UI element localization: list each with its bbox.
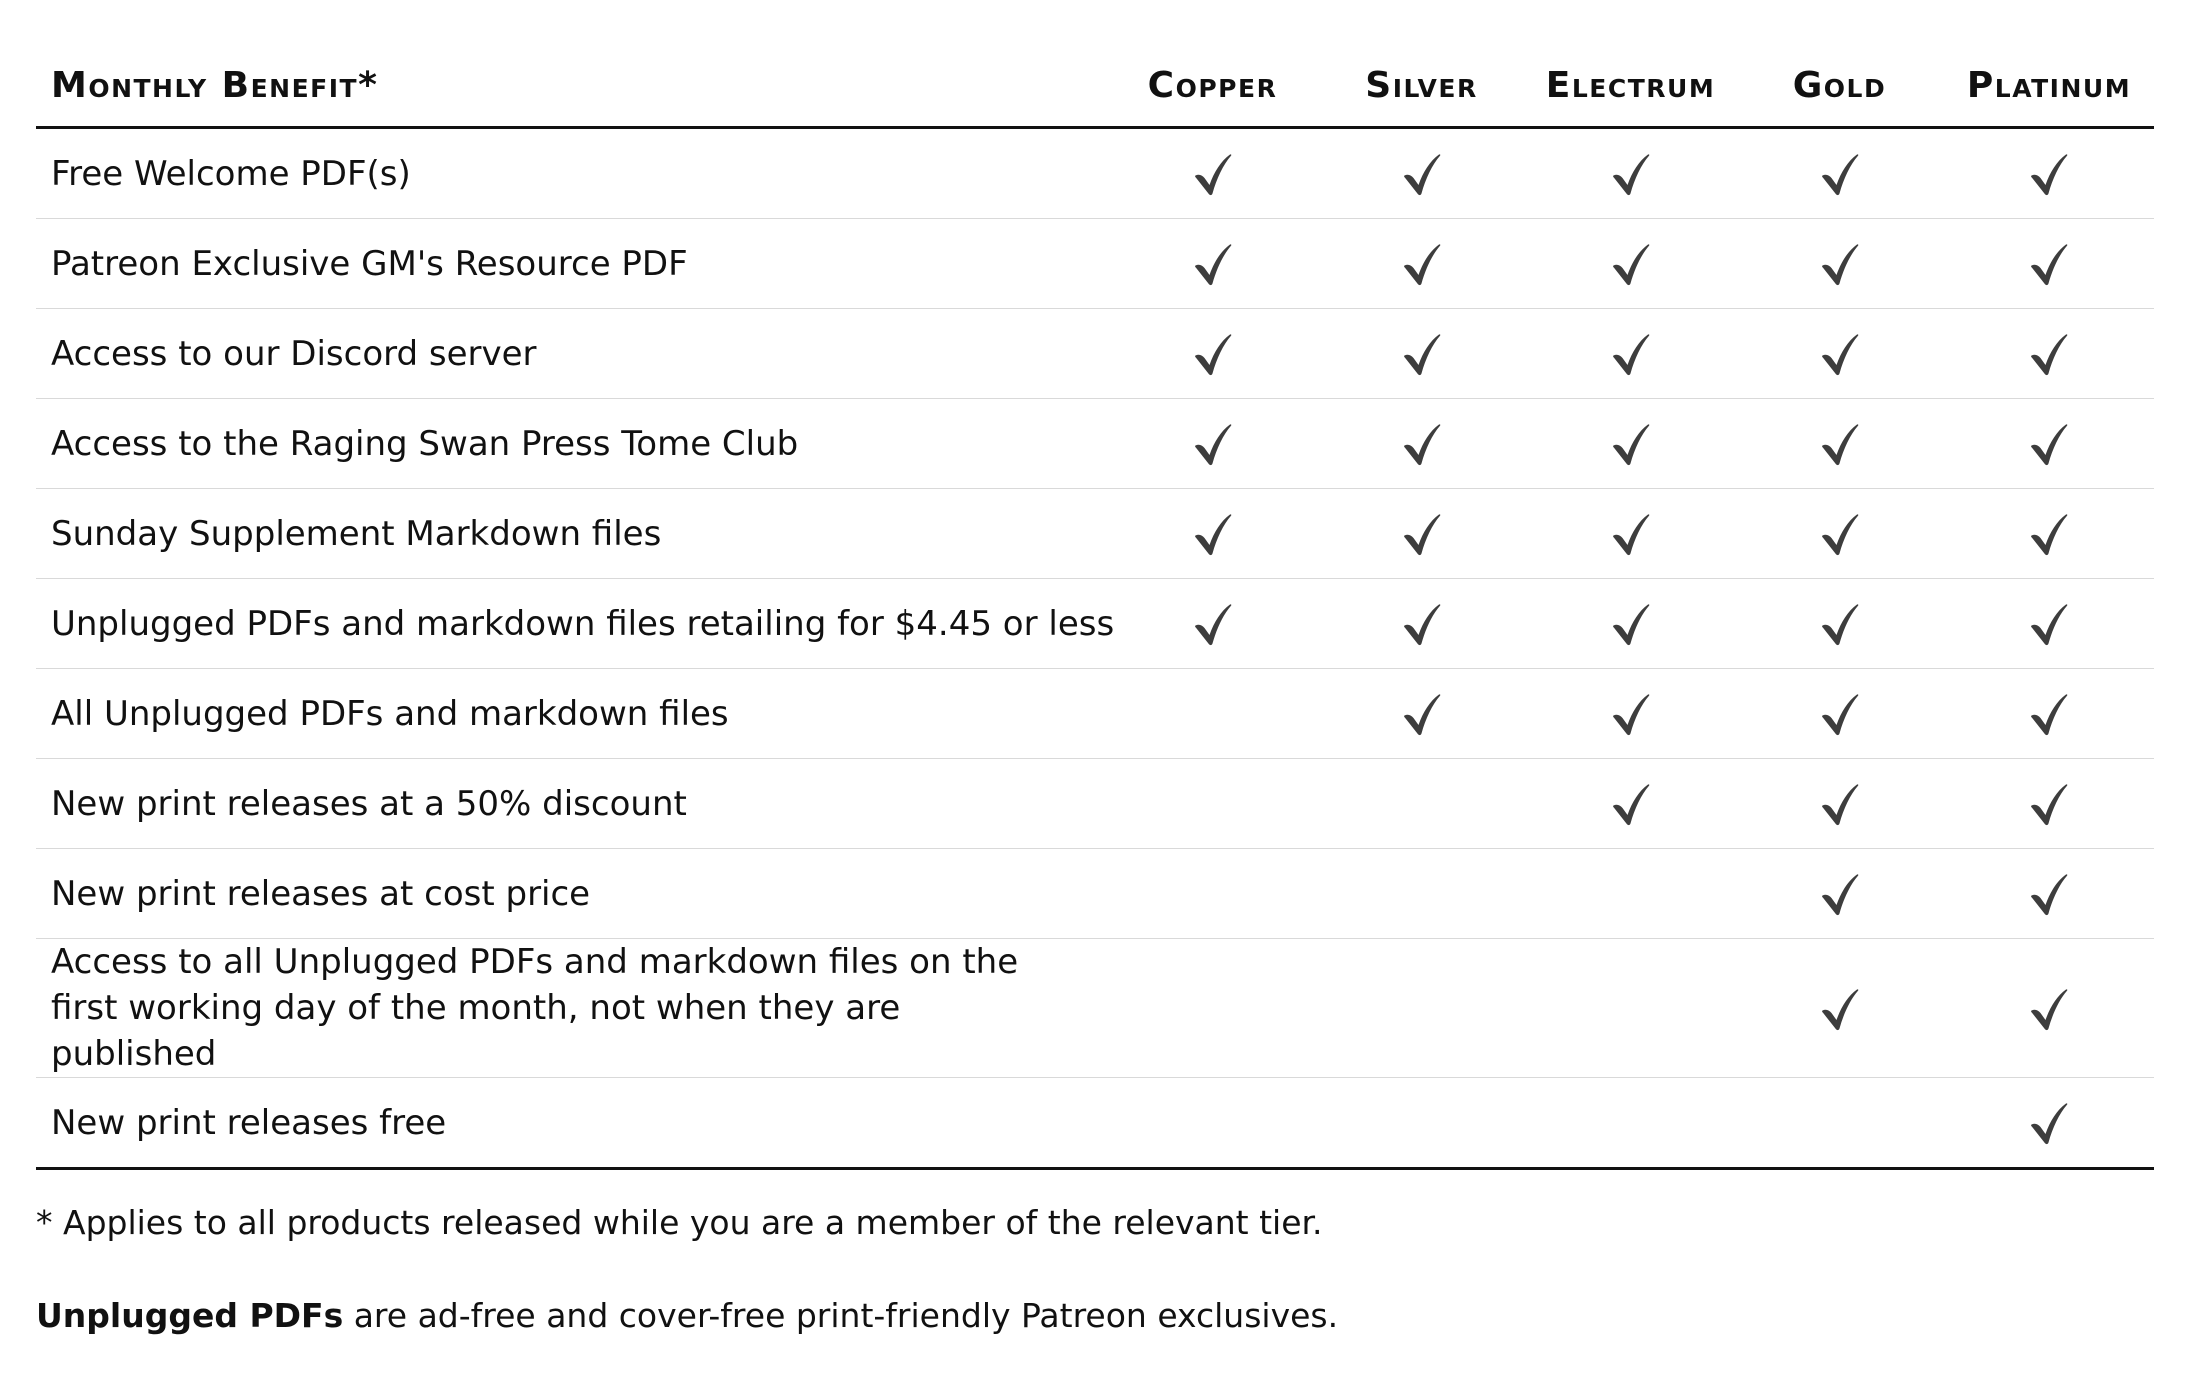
tier-cell-platinum [1944,489,2154,579]
tier-cell-silver [1317,579,1526,669]
checkmark-icon [1194,422,1232,466]
benefit-label: Access to the Raging Swan Press Tome Club [36,399,1108,489]
table-body [36,128,2154,1169]
tier-cell-platinum [1944,579,2154,669]
tier-cell-platinum [1944,399,2154,489]
checkmark-icon [1821,422,1859,466]
tier-cell-copper [1108,669,1317,759]
tier-cell-gold [1735,939,1944,1078]
benefit-label: Free Welcome PDF(s) [36,128,1108,219]
table-row [36,309,2154,399]
table-row [36,128,2154,219]
header-tier-gold: Gold [1735,44,1944,128]
tier-cell-copper [1108,309,1317,399]
tier-cell-gold [1735,219,1944,309]
checkmark-icon [1403,152,1441,196]
unplugged-definition [36,1293,2154,1339]
header-tier-copper: Copper [1108,44,1317,128]
benefit-label: New print releases at cost price [36,849,1108,939]
tier-cell-gold [1735,849,1944,939]
checkmark-icon [2030,782,2068,826]
table-row [36,1078,2154,1169]
checkmark-icon [1612,602,1650,646]
tier-cell-silver [1317,669,1526,759]
tier-cell-silver [1317,939,1526,1078]
table-row [36,759,2154,849]
table-row [36,219,2154,309]
checkmark-icon [1403,242,1441,286]
tier-cell-copper [1108,939,1317,1078]
table-row [36,849,2154,939]
checkmark-icon [1194,332,1232,376]
checkmark-icon [1821,152,1859,196]
benefit-label: Access to all Unplugged PDFs and markdown files on the first working day of the month, not when they are published [36,939,1108,1078]
tier-cell-gold [1735,669,1944,759]
checkmark-icon [1821,242,1859,286]
checkmark-icon [1612,152,1650,196]
tier-cell-platinum [1944,849,2154,939]
checkmark-icon [1194,152,1232,196]
tier-cell-gold [1735,1078,1944,1169]
tier-cell-silver [1317,489,1526,579]
checkmark-icon [2030,1101,2068,1145]
benefits-table-container [36,0,2154,1170]
checkmark-icon [1403,422,1441,466]
checkmark-icon [2030,872,2068,916]
tier-cell-silver [1317,759,1526,849]
header-tier-electrum: Electrum [1526,44,1735,128]
tier-cell-copper [1108,489,1317,579]
tier-cell-electrum [1526,128,1735,219]
tier-cell-copper [1108,219,1317,309]
checkmark-icon [1612,422,1650,466]
checkmark-icon [1194,602,1232,646]
tier-cell-silver [1317,1078,1526,1169]
checkmark-icon [1612,692,1650,736]
checkmark-icon [1612,512,1650,556]
definition-term: Unplugged PDFs [36,1296,344,1335]
checkmark-icon [1821,692,1859,736]
benefit-label: New print releases free [36,1078,1108,1169]
checkmark-icon [1821,782,1859,826]
checkmark-icon [2030,422,2068,466]
checkmark-icon [1403,332,1441,376]
tier-cell-silver [1317,219,1526,309]
checkmark-icon [1403,602,1441,646]
tier-cell-platinum [1944,128,2154,219]
tier-cell-silver [1317,849,1526,939]
table-row [36,399,2154,489]
checkmark-icon [1194,512,1232,556]
tier-cell-electrum [1526,939,1735,1078]
tier-cell-silver [1317,128,1526,219]
checkmark-icon [2030,152,2068,196]
tier-cell-electrum [1526,849,1735,939]
tier-cell-electrum [1526,219,1735,309]
benefit-label: New print releases at a 50% discount [36,759,1108,849]
checkmark-icon [1821,602,1859,646]
tier-cell-gold [1735,399,1944,489]
tier-cell-electrum [1526,759,1735,849]
tier-cell-electrum [1526,669,1735,759]
header-tier-silver: Silver [1317,44,1526,128]
checkmark-icon [1612,782,1650,826]
checkmark-icon [1612,332,1650,376]
tier-cell-electrum [1526,489,1735,579]
checkmark-icon [1821,332,1859,376]
header-row [36,44,2154,128]
benefit-label: Patreon Exclusive GM's Resource PDF [36,219,1108,309]
table-header [36,44,2154,128]
checkmark-icon [1403,692,1441,736]
definition-text: are ad-free and cover-free print-friendly Patreon exclusives. [343,1296,1339,1335]
tier-cell-electrum [1526,309,1735,399]
tier-cell-platinum [1944,219,2154,309]
header-tier-platinum: Platinum [1944,44,2154,128]
tier-cell-silver [1317,399,1526,489]
checkmark-icon [2030,242,2068,286]
checkmark-icon [1821,512,1859,556]
checkmark-icon [1612,242,1650,286]
tier-cell-electrum [1526,1078,1735,1169]
tier-cell-copper [1108,1078,1317,1169]
checkmark-icon [2030,602,2068,646]
tier-cell-gold [1735,759,1944,849]
tier-cell-gold [1735,309,1944,399]
benefit-label: Sunday Supplement Markdown files [36,489,1108,579]
tier-cell-silver [1317,309,1526,399]
tier-cell-copper [1108,759,1317,849]
header-monthly-benefit: Monthly Benefit* [36,44,1108,128]
tier-benefits-table [36,44,2154,1170]
tier-cell-gold [1735,489,1944,579]
tier-cell-platinum [1944,939,2154,1078]
checkmark-icon [1821,872,1859,916]
checkmark-icon [1194,242,1232,286]
tier-cell-gold [1735,579,1944,669]
table-row [36,489,2154,579]
tier-cell-copper [1108,579,1317,669]
checkmark-icon [2030,512,2068,556]
tier-cell-platinum [1944,309,2154,399]
checkmark-icon [2030,987,2068,1031]
tier-cell-gold [1735,128,1944,219]
tier-cell-electrum [1526,579,1735,669]
table-row [36,939,2154,1078]
table-notes [36,1200,2154,1339]
tier-cell-platinum [1944,669,2154,759]
table-row [36,579,2154,669]
checkmark-icon [1403,512,1441,556]
tier-cell-platinum [1944,759,2154,849]
benefit-label: Access to our Discord server [36,309,1108,399]
tier-cell-platinum [1944,1078,2154,1169]
checkmark-icon [2030,332,2068,376]
benefit-label: All Unplugged PDFs and markdown files [36,669,1108,759]
checkmark-icon [1821,987,1859,1031]
tier-cell-copper [1108,399,1317,489]
checkmark-icon [2030,692,2068,736]
tier-cell-copper [1108,128,1317,219]
benefit-label: Unplugged PDFs and markdown files retailing for $4.45 or less [36,579,1108,669]
tier-cell-electrum [1526,399,1735,489]
footnote: * Applies to all products released while you are a member of the relevant tier. [36,1203,1323,1242]
table-row [36,669,2154,759]
tier-cell-copper [1108,849,1317,939]
